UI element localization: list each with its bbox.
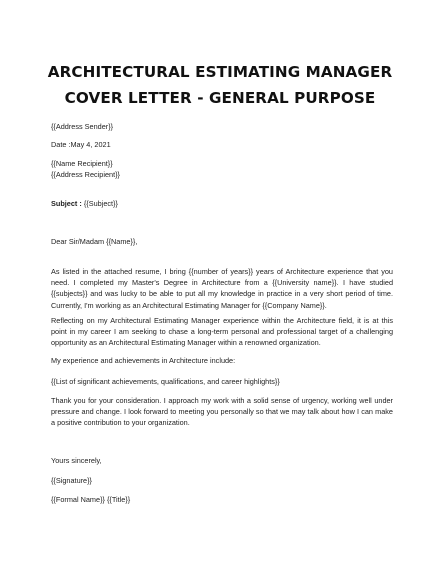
paragraph-experience: As listed in the attached resume, I bring {{number of years}} years of Architecture experience that you need. I completed my Master's Degree in Architecture from a {{University name}}. I have studied {{subjects}} and was lucky to be able to put all my knowledge in practice in a very short period of time. Currently, I'm working as an Architectural Estimating Manager for {{Company Name}}.: [51, 267, 393, 310]
paragraph-thanks: Thank you for your consideration. I approach my work with a solid sense of urgency, working well under pressure and change. I look forward to meeting you personally so that we may talk about how I can make a positive contribution to your organization.: [51, 396, 393, 428]
paragraph-reflection: Reflecting on my Architectural Estimating Manager experience within the Architecture field, it is at this point in my career I am seeking to chase a long-term personal and professional target of a challenging opportunity as an Architectural Estimating Manager within a renowned organization.: [51, 316, 393, 348]
address-sender: {{Address Sender}}: [51, 122, 114, 131]
letter-date: Date :May 4, 2021: [51, 140, 111, 149]
signature: {{Signature}}: [51, 476, 92, 485]
address-recipient: {{Address Recipient}}: [51, 170, 120, 179]
salutation: Dear Sir/Madam {{Name}},: [51, 237, 138, 246]
paragraph-achievements-intro: My experience and achievements in Architecture include:: [51, 356, 236, 365]
formal-name-title: {{Formal Name}} {{Title}}: [51, 495, 131, 504]
subject-label: Subject :: [51, 199, 82, 208]
closing: Yours sincerely,: [51, 456, 102, 465]
paragraph-achievements-list: {{List of significant achievements, qualifications, and career highlights}}: [51, 377, 280, 386]
document-title-line-2: COVER LETTER - GENERAL PURPOSE: [64, 89, 376, 107]
document-title-line-1: ARCHITECTURAL ESTIMATING MANAGER: [47, 63, 393, 81]
name-recipient: {{Name Recipient}}: [51, 159, 113, 168]
subject-value: {{Subject}}: [81, 199, 118, 208]
subject-line: [51, 198, 393, 209]
